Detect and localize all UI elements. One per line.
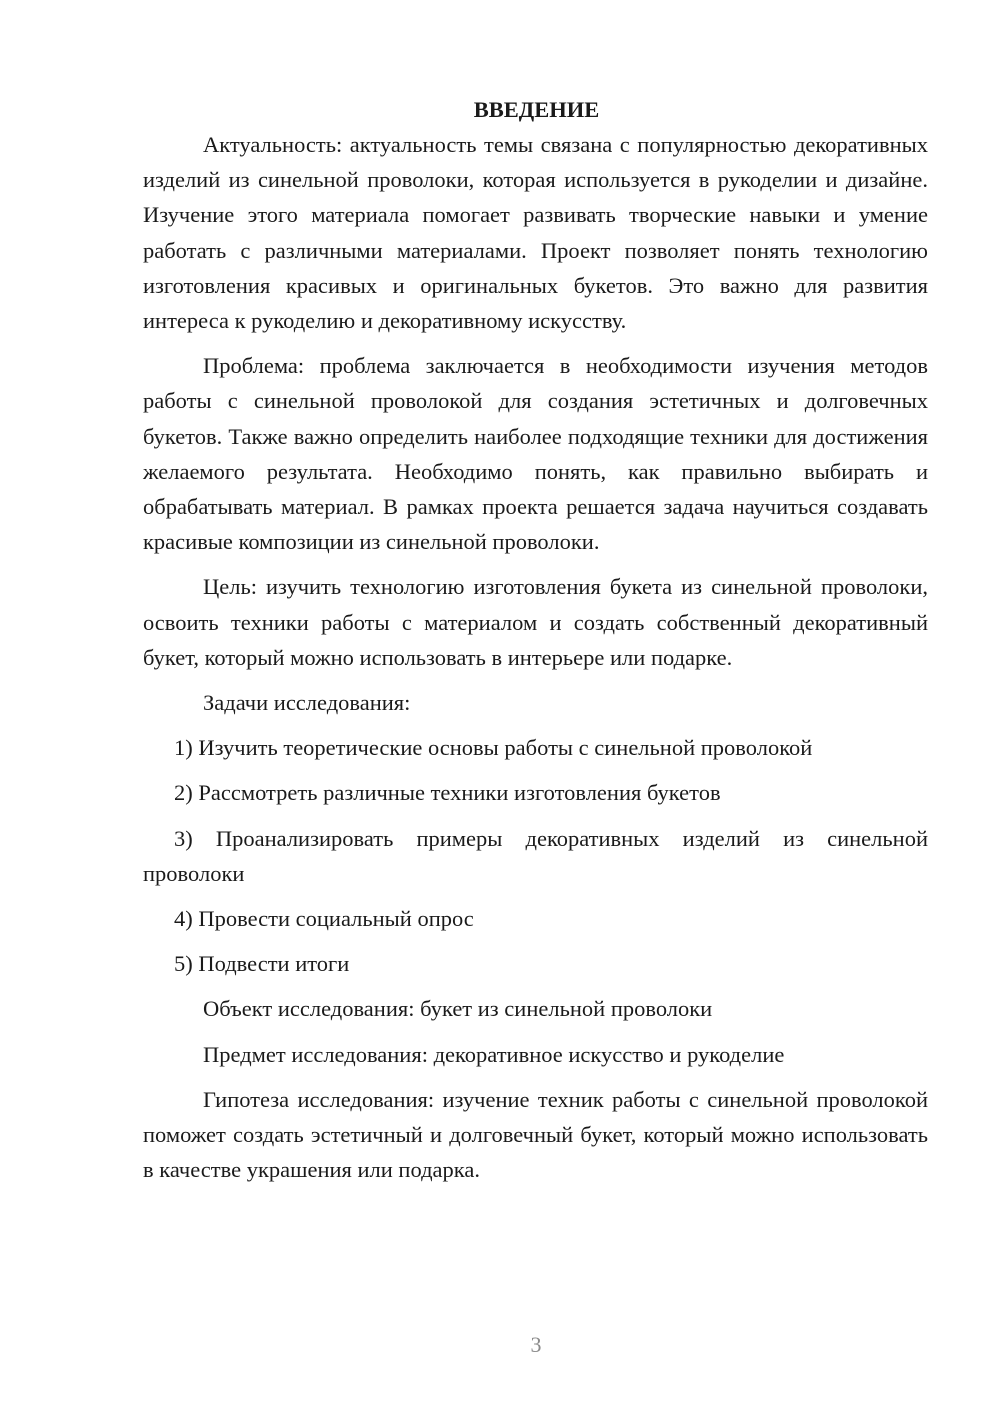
task-item-3: 3) Проанализировать примеры декоративных изделий из синельной проволоки (143, 825, 928, 886)
research-object: Объект исследования: букет из синельной проволоки (203, 996, 713, 1022)
task-item-2: 2) Рассмотреть различные техники изготовления букетов (174, 780, 721, 806)
research-subject: Предмет исследования: декоративное искусство и рукоделие (203, 1041, 785, 1067)
relevance-paragraph: Актуальность: актуальность темы связана с популярностью декоративных изделий из синельной проволоки, которая используется в рукоделии и дизайне. Изучение этого материала помогает развивать творческие навыки и умение работать с различными материалами. Проект позволяет понять технологию изготовления красивых и оригинальных букетов. Это важно для развития интереса к рукоделию и декоративному искусству. (143, 132, 928, 334)
task-item-5: 5) Подвести итоги (174, 951, 350, 977)
tasks-heading: Задачи исследования: (203, 690, 411, 716)
problem-paragraph: Проблема: проблема заключается в необходимости изучения методов работы с синельной проволокой для создания эстетичных и долговечных букетов. Также важно определить наиболее подходящие техники для достижения желаемого результата. Необходимо понять, как правильно выбирать и обрабатывать материал. В рамках проекта решается задача научиться создавать красивые композиции из синельной проволоки. (143, 353, 928, 555)
hypothesis-paragraph: Гипотеза исследования: изучение техник работы с синельной проволокой поможет создать эстетичный и долговечный букет, который можно использовать в качестве украшения или подарка. (143, 1086, 928, 1183)
task-item-4: 4) Провести социальный опрос (174, 906, 474, 932)
document-page (143, 92, 928, 1197)
page-number: 3 (530, 1332, 542, 1357)
page-title: ВВЕДЕНИЕ (473, 97, 600, 122)
goal-paragraph: Цель: изучить технологию изготовления букета из синельной проволоки, освоить техники работы с материалом и создать собственный декоративный букет, который можно использовать в интерьере или подарке. (143, 574, 928, 670)
task-item-1: 1) Изучить теоретические основы работы с синельной проволокой (174, 735, 813, 761)
